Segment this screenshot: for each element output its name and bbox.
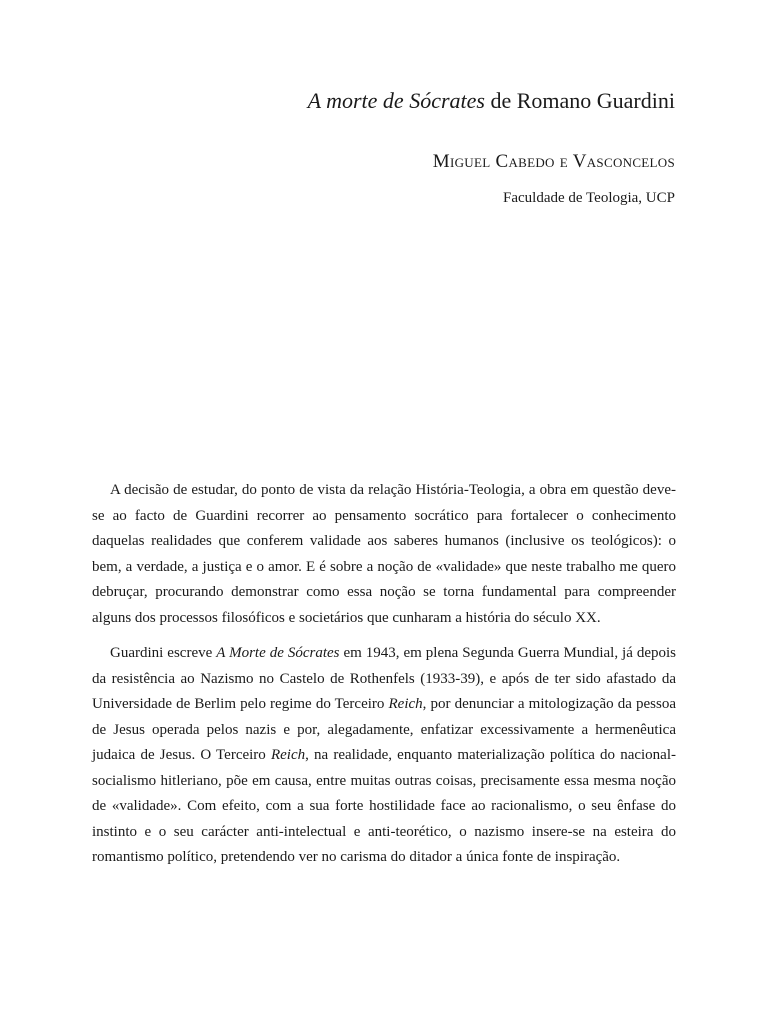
paragraph-text: , por denunciar a mitologização da pessoa de Jesus operada pelos nazis e por, alegadamente, enfatizar excessivamente a hermenêutica judaica de Jesus. O Terceiro [92,696,676,763]
paragraph-text: Guardini escreve [110,645,217,661]
article-title [75,86,675,116]
article-body [92,478,676,881]
title-rest: de Romano Guardini [484,88,675,113]
paragraph-text: A decisão de estudar, do ponto de vista da relação História-Teologia, a obra em questão deve-se ao facto de Guardini recorrer ao pensamento socrático para fortalecer o conhecimento daquelas realidades que conferem validade aos saberes humanos (inclusive os teológicos): o bem, a verdade, a justiça e o amor. E é sobre a noção de «validade» que neste trabalho me quero debruçar, procurando demonstrar como essa noção se torna fundamental para compreender alguns dos processos filosóficos e societários que cunharam a história do século XX. [92,482,676,626]
italic-text: Reich [388,696,423,712]
italic-text: Reich [270,747,306,763]
title-italic-part: A morte de Sócrates [307,88,485,113]
body-paragraph [92,478,676,631]
author-name: Miguel Cabedo e Vasconcelos [432,151,675,172]
italic-text: A Morte de Sócrates [216,645,340,661]
author-affiliation: Faculdade de Teologia, UCP [503,190,675,206]
body-paragraph [92,641,676,871]
paragraph-text: , na realidade, enquanto materialização política do nacional-socialismo hitleriano, põe em causa, entre muitas outras coisas, precisamente essa mesma noção de «validade». Com efeito, com a sua forte hostilidade face ao racionalismo, o seu ênfase do instinto e o seu carácter anti-intelectual e anti-teorético, o nazismo insere-se na esteira do romantismo político, pretendendo ver no carisma do ditador a única fonte de inspiração. [92,747,676,865]
paragraph-text: em 1943, em plena Segunda Guerra Mundial, já depois da resistência ao Nazismo no Castelo de Rothenfels (1933-39), e após de ter sido afastado da Universidade de Berlim pelo regime do Terceiro [92,645,676,712]
article-header [75,86,675,209]
